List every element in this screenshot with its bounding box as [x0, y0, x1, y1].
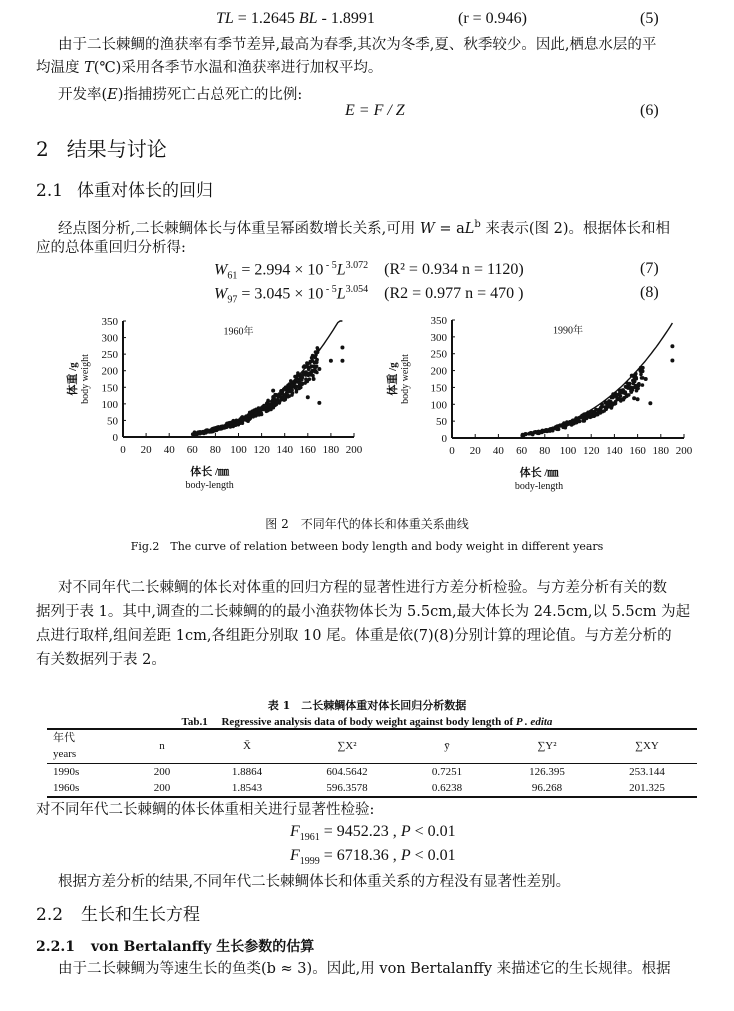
outlier-point: [306, 395, 310, 399]
x-axis-label-cn: 体长 /㎜: [519, 467, 559, 479]
equation-7: [214, 260, 524, 282]
expr: = 2.994 × 10: [237, 261, 324, 279]
data-point: [294, 386, 298, 390]
x-tick-label: 180: [652, 445, 670, 457]
eq5-bl: BL: [298, 10, 318, 27]
text: 均温度: [36, 60, 85, 76]
data-point: [568, 422, 572, 426]
expr: = 9452.23 ,: [319, 823, 401, 840]
para-season-line2: [36, 57, 382, 79]
exponent: - 5: [323, 260, 337, 271]
data-point: [251, 415, 255, 419]
section-number: 2.2: [36, 905, 64, 925]
header-cn: 年代: [53, 732, 75, 745]
data-point: [297, 381, 301, 385]
outlier-point: [670, 358, 674, 362]
y-tick-label: 100: [101, 398, 118, 411]
data-point: [287, 390, 291, 394]
symbol-F: F: [290, 823, 300, 840]
cell: 1.8543: [231, 782, 263, 794]
f-1961: [290, 823, 456, 843]
exponent: 3.054: [345, 284, 369, 295]
para-result: 根据方差分析的结果,不同年代二长棘鲷体长和体重关系的方程没有显著性差别。: [58, 874, 571, 890]
expr: < 0.01: [410, 823, 456, 840]
table-title-cn: 表 1 二长棘鲷体重对体长回归分析数据: [267, 699, 467, 712]
symbol-L: L: [336, 261, 346, 279]
header-xbar: X̄: [243, 740, 251, 753]
symbol-W: W: [419, 220, 435, 237]
chart-1990: [380, 310, 700, 500]
eq6-number: (6): [640, 102, 659, 119]
symbol-P: P: [400, 823, 411, 840]
para-anova-line3: 点进行取样,组间差距 1cm,各组距分别取 10 尾。体重是依(7)(8)分别计算的理论值。与方差分析的: [36, 628, 672, 644]
x-tick-label: 60: [186, 444, 198, 456]
data-point: [582, 418, 586, 422]
y-axis-label-cn: 体重 /g: [67, 362, 79, 396]
data-point: [303, 381, 307, 385]
expr: = 6718.36 ,: [319, 847, 401, 864]
para-von-bertalanffy: 由于二长棘鲷为等速生长的鱼类(b ≈ 3)。因此,用 von Bertalanffy 来描述它的生长规律。根据: [58, 961, 671, 977]
y-tick-label: 50: [107, 415, 118, 428]
equation-8: [214, 284, 524, 306]
cell: 200: [153, 782, 171, 794]
data-point: [291, 391, 295, 395]
para-anova-line4: 有关数据列于表 2。: [36, 652, 166, 668]
data-point: [313, 366, 317, 370]
para-significance: 对不同年代二长棘鲷的体长体重相关进行显著性检验:: [36, 802, 375, 818]
x-tick-label: 100: [230, 444, 247, 456]
data-point: [555, 427, 559, 431]
y-axis-label-en: body weight: [400, 354, 411, 404]
x-tick-label: 200: [345, 444, 363, 456]
subscript: 97: [227, 294, 238, 306]
x-tick-label: 60: [516, 445, 528, 457]
y-axis-label-cn: 体重 /g: [387, 362, 399, 396]
outlier-point: [317, 367, 321, 371]
cell: 596.3578: [326, 782, 368, 794]
data-point: [620, 391, 624, 395]
para-anova-line1: 对不同年代二长棘鲷的体长对体重的回归方程的显著性进行方差分析检验。与方差分析有关的数: [58, 580, 667, 596]
data-point: [625, 394, 629, 398]
data-point: [234, 423, 238, 427]
data-point: [574, 421, 578, 425]
cell: 1.8864: [231, 765, 263, 778]
eq8-stats: (R2 = 0.977 n = 470 ): [384, 285, 524, 303]
para-regress-line2: 应的总体重回归分析得:: [36, 240, 186, 256]
data-point: [592, 412, 596, 416]
header-en: years: [53, 748, 77, 761]
chart-1960: [60, 310, 370, 500]
para-exploit: [58, 84, 302, 106]
x-axis-label-cn: 体长 /㎜: [190, 466, 230, 478]
cell: 1990s: [53, 765, 80, 778]
x-tick-label: 120: [582, 445, 600, 457]
eq5-expr: = 1.2645: [233, 10, 299, 27]
text: 开发率(: [58, 87, 108, 103]
subscript: 61: [227, 270, 238, 282]
outlier-point: [644, 377, 648, 381]
data-point: [596, 408, 600, 412]
section-heading-2: [36, 133, 167, 162]
x-tick-label: 40: [163, 444, 175, 456]
y-tick-label: 100: [430, 399, 447, 412]
section-title: 体重对体长的回归: [77, 181, 214, 201]
y-tick-label: 200: [101, 365, 118, 378]
symbol-E: E: [107, 87, 118, 103]
text: = a: [434, 220, 465, 237]
x-tick-label: 20: [469, 445, 481, 457]
x-tick-label: 140: [276, 444, 293, 456]
section-title: 生长和生长方程: [81, 905, 201, 925]
outlier-point: [271, 389, 275, 393]
data-point: [269, 405, 273, 409]
y-tick-label: 250: [101, 349, 118, 362]
outlier-point: [340, 359, 344, 363]
para-season-line1: 由于二长棘鲷的渔获率有季节差异,最高为春季,其次为冬季,夏、秋季较少。因此,栖息水层的平: [58, 37, 657, 53]
outlier-point: [317, 401, 321, 405]
data-point: [634, 385, 638, 389]
data-point: [315, 360, 319, 364]
data-point: [606, 401, 610, 405]
outlier-point: [632, 396, 636, 400]
exponent-b: b: [474, 219, 481, 230]
x-axis-label-en: body-length: [185, 480, 234, 491]
header-sum-xy: ∑XY: [635, 740, 659, 753]
data-point: [245, 417, 249, 421]
header-years: [47, 729, 127, 763]
text: )指捕捞死亡占总死亡的比例:: [117, 87, 303, 103]
y-tick-label: 300: [430, 331, 447, 344]
y-tick-label: 0: [441, 433, 447, 445]
section-number: 2.1: [36, 181, 64, 201]
y-tick-label: 350: [430, 315, 447, 327]
outlier-point: [639, 370, 643, 374]
data-point: [275, 400, 279, 404]
symbol-L: L: [464, 220, 475, 237]
outlier-point: [312, 377, 316, 381]
f-1999: [290, 847, 456, 867]
figure-caption-en: Fig.2 The curve of relation between body length and body weight in different years: [130, 540, 604, 553]
x-tick-label: 180: [322, 444, 340, 456]
section-heading-2-2-1: [36, 936, 314, 956]
x-tick-label: 20: [140, 444, 152, 456]
header-sum-y2: ∑Y²: [537, 740, 557, 753]
data-point: [615, 393, 619, 397]
data-point: [287, 394, 291, 398]
cell: 201.325: [629, 782, 665, 794]
x-axis-label-en: body-length: [514, 481, 564, 492]
x-tick-label: 80: [209, 444, 221, 456]
text: 经点图分析,二长棘鲷体长与体重呈幂函数增长关系,可用: [58, 220, 420, 237]
x-tick-label: 0: [120, 444, 126, 456]
chart-title: 1960年: [223, 326, 254, 338]
cell: 0.7251: [431, 765, 463, 778]
cell: 126.395: [529, 765, 565, 778]
outlier-point: [636, 397, 640, 401]
species-name: P . edita: [515, 716, 553, 728]
header-sum-x2: ∑X²: [337, 740, 357, 753]
y-tick-label: 300: [101, 332, 118, 345]
symbol-P: P: [400, 847, 411, 864]
eq5-tail: - 1.8991: [317, 10, 375, 27]
symbol-W: W: [214, 261, 228, 279]
outlier-point: [670, 344, 674, 348]
x-tick-label: 160: [299, 444, 317, 456]
data-point: [265, 410, 269, 414]
subscript: 1999: [299, 856, 320, 868]
x-tick-label: 140: [606, 445, 623, 457]
chart-title: 1990年: [553, 325, 583, 337]
para-anova-line2: 据列于表 1。其中,调查的二长棘鲷的的最小渔获物体长为 5.5cm,最大体长为 24.5cm,以 5.5cm 为起: [36, 604, 691, 620]
para-regress-line1: [58, 214, 670, 240]
y-axis-label-en: body weight: [80, 354, 91, 404]
y-tick-label: 350: [101, 316, 118, 328]
header-n: n: [159, 740, 165, 753]
x-tick-label: 100: [559, 445, 577, 457]
y-tick-label: 0: [112, 432, 118, 444]
header-ybar: ȳ: [444, 740, 450, 753]
table-row: [47, 780, 697, 797]
cell: 200: [153, 765, 171, 778]
text: Tab.1 Regressive analysis data of body weight against body length of: [181, 716, 516, 728]
symbol-T: T: [84, 60, 94, 76]
outlier-point: [340, 346, 344, 350]
data-point: [588, 413, 592, 417]
cell: 96.268: [531, 782, 563, 794]
outlier-point: [329, 359, 333, 363]
data-point: [309, 365, 313, 369]
symbol-L: L: [336, 285, 346, 303]
data-point: [605, 404, 609, 408]
cell: 0.6238: [431, 782, 463, 794]
equation-6: E = F / Z: [345, 102, 405, 119]
symbol-W: W: [214, 285, 228, 303]
cell: 1960s: [53, 782, 80, 794]
cell: 604.5642: [326, 765, 368, 778]
x-tick-label: 160: [629, 445, 646, 457]
outlier-point: [648, 401, 652, 405]
section-title: von Bertalanffy 生长参数的估算: [90, 939, 315, 955]
section-number: 2: [36, 137, 49, 161]
equation-5: [216, 10, 375, 28]
expr: < 0.01: [410, 847, 456, 864]
outlier-point: [300, 374, 304, 378]
section-heading-2-2: [36, 900, 200, 925]
x-tick-label: 0: [449, 445, 455, 457]
y-tick-label: 50: [436, 416, 447, 429]
data-point: [640, 376, 644, 380]
data-point: [624, 385, 628, 389]
data-point: [299, 386, 303, 390]
section-number: 2.2.1: [36, 939, 75, 955]
eq5-r: (r = 0.946): [458, 10, 528, 27]
fit-curve: [192, 321, 342, 434]
outlier-point: [309, 370, 313, 374]
eq5-lhs: TL: [216, 10, 234, 27]
data-point: [229, 425, 233, 429]
eq7-stats: (R² = 0.934 n = 1120): [384, 261, 524, 279]
data-point: [602, 409, 606, 413]
section-heading-2-1: [36, 176, 213, 201]
expr: = 3.045 × 10: [237, 285, 324, 303]
section-title: 结果与讨论: [66, 137, 167, 161]
symbol-F: F: [290, 847, 300, 864]
eq8-number: (8): [640, 284, 659, 301]
y-tick-label: 150: [430, 382, 447, 395]
data-point: [611, 403, 615, 407]
data-point: [617, 397, 621, 401]
x-tick-label: 120: [253, 444, 270, 456]
eq7-number: (7): [640, 260, 659, 277]
x-tick-label: 80: [539, 445, 551, 457]
text: (℃)采用各季节水温和渔获率进行加权平均。: [93, 60, 383, 76]
data-point: [295, 390, 299, 394]
data-point: [629, 387, 633, 391]
data-point: [631, 379, 635, 383]
exponent: 3.072: [345, 260, 369, 271]
table-row: [47, 763, 697, 780]
data-point: [282, 395, 286, 399]
data-point: [641, 383, 645, 387]
cell: 253.144: [629, 765, 665, 778]
figure-caption-cn: 图 2 不同年代的体长和体重关系曲线: [265, 517, 469, 531]
fit-curve: [522, 323, 673, 435]
data-point: [630, 390, 634, 394]
subscript: 1961: [299, 832, 320, 844]
y-tick-label: 150: [101, 382, 118, 395]
text: 来表示(图 2)。根据体长和相: [480, 220, 671, 237]
y-tick-label: 250: [430, 348, 447, 361]
table-title-en: [0, 713, 734, 729]
data-point: [241, 419, 245, 423]
eq5-number: (5): [640, 10, 659, 27]
table-1: [47, 728, 697, 798]
data-point: [637, 382, 641, 386]
table-header-row: [47, 729, 697, 763]
x-tick-label: 200: [675, 445, 693, 457]
y-tick-label: 200: [430, 365, 447, 378]
x-tick-label: 40: [492, 445, 504, 457]
exponent: - 5: [323, 284, 337, 295]
